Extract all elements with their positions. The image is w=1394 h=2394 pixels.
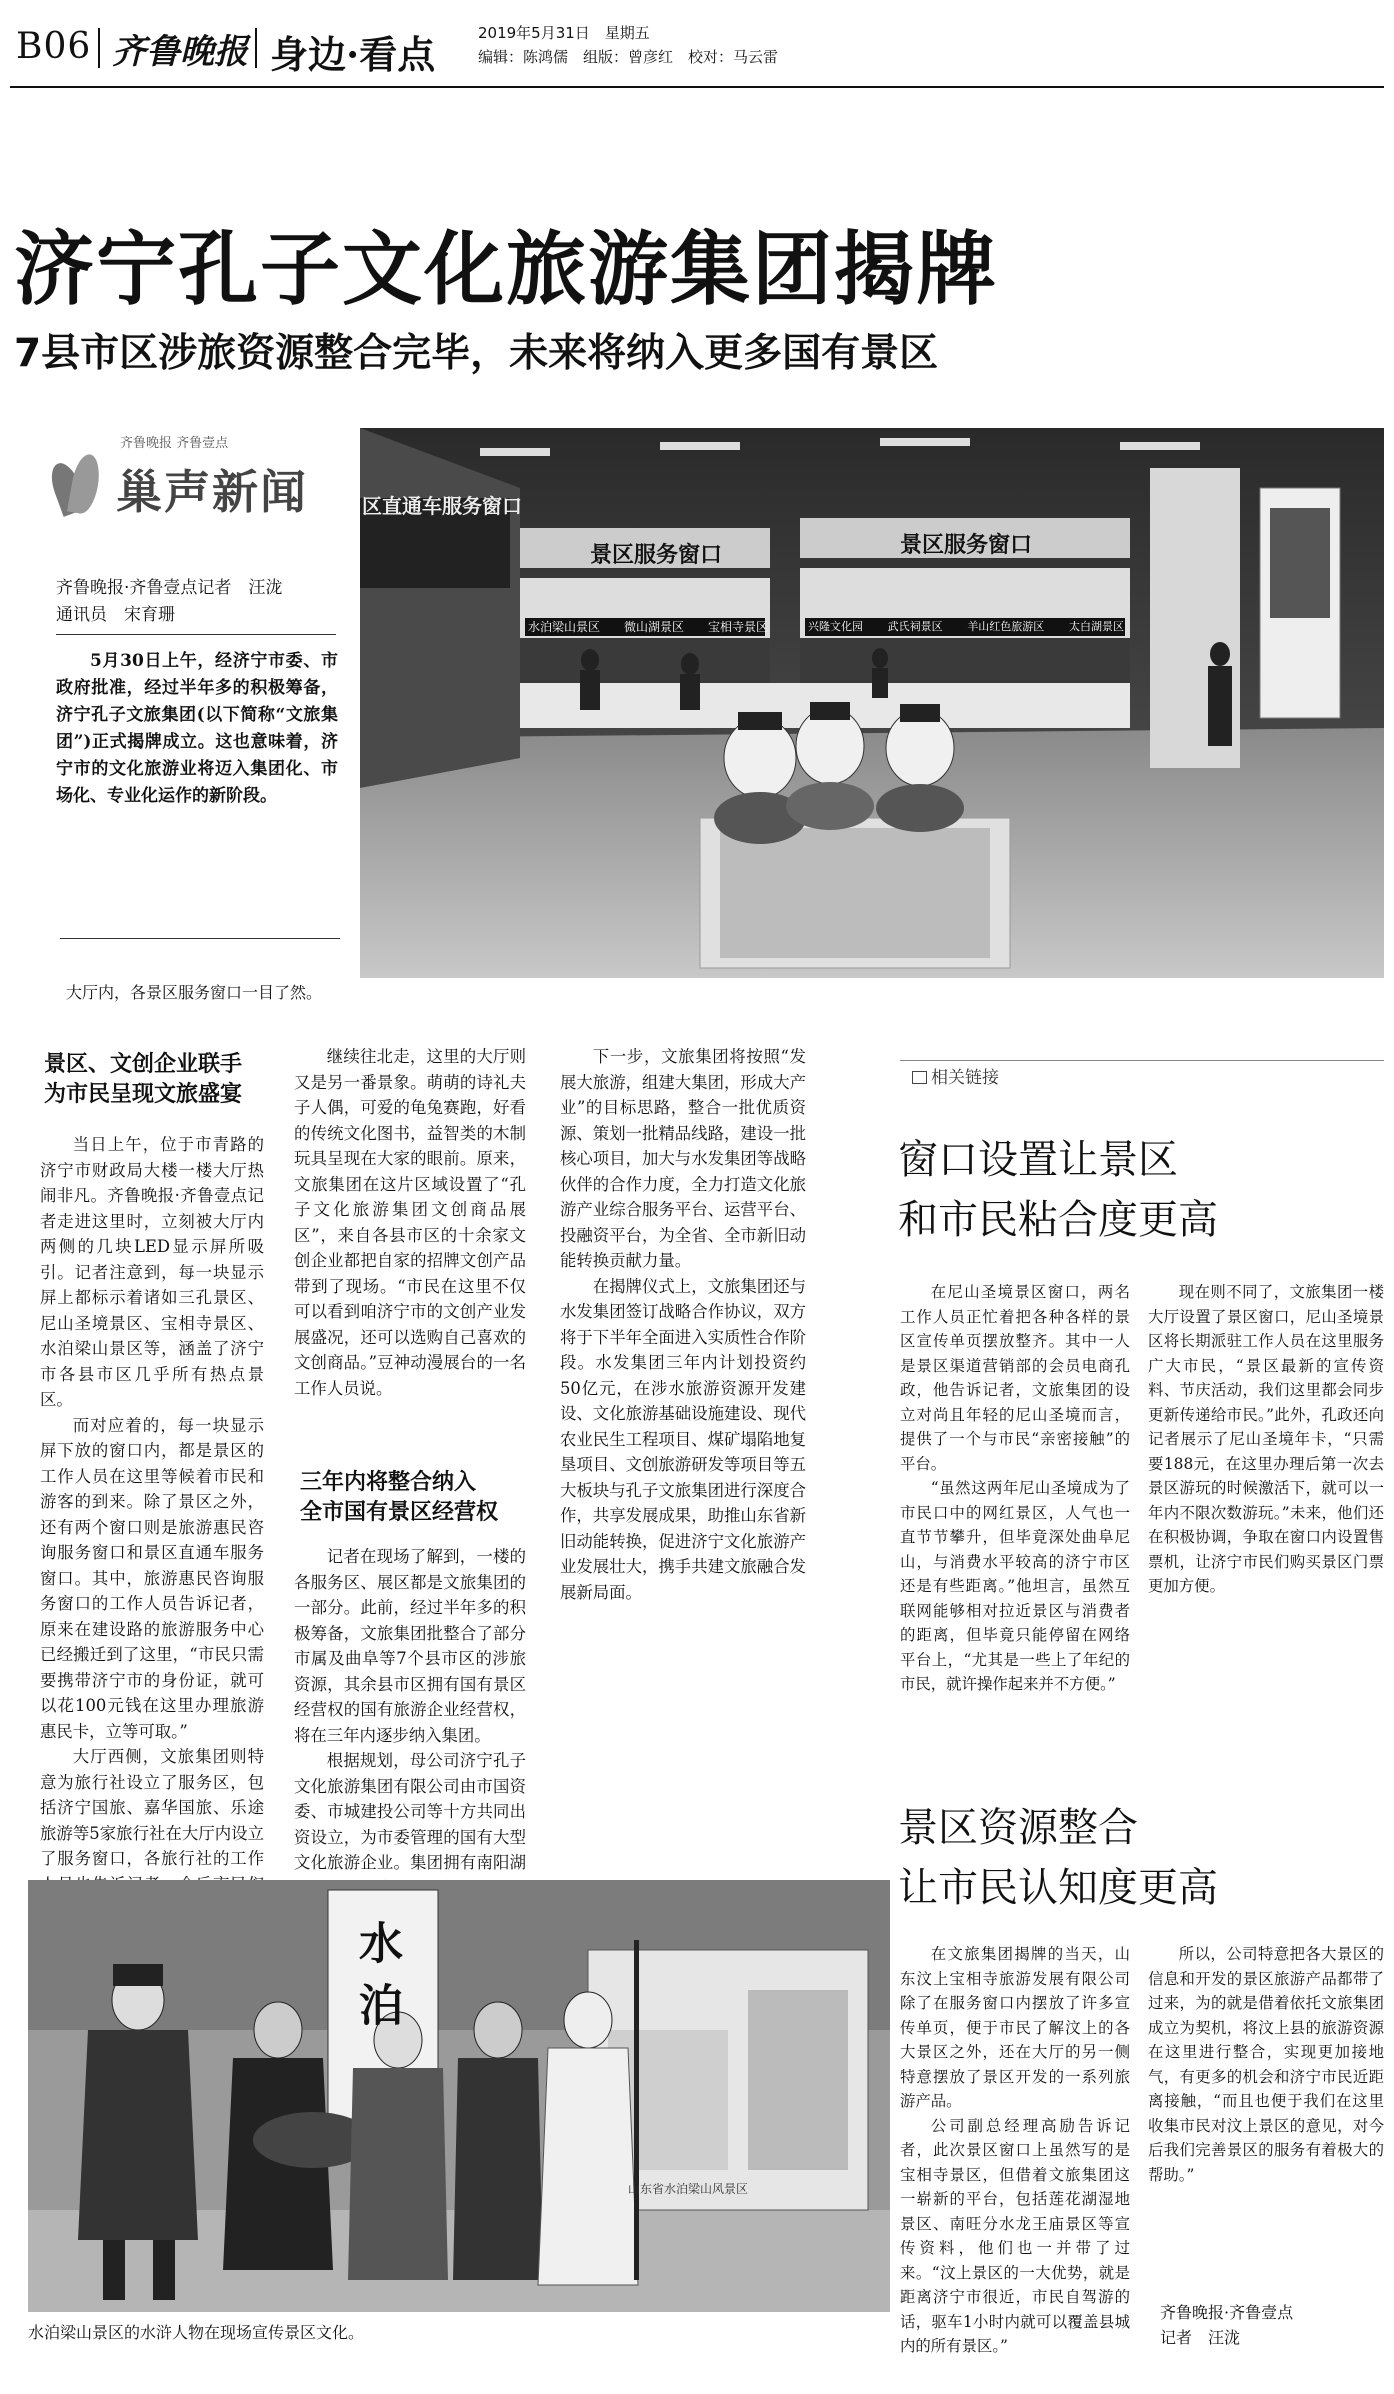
section1-heading-line: 为市民呈现文旅盛宴 [44, 1082, 243, 1107]
paragraph: 所以，公司特意把各大景区的信息和开发的景区旅游产品都带了过来，为的就是借着依托文旅集团成立为契机，将汶上县的旅游资源在这里进行整合，实现更加接地气，有更多的机会和济宁市民近距离接触，“而且也便于我们在这里收集市民对汶上景区的意见，对今后我们完善景区的服务有着极大的帮助。” [1148, 1945, 1384, 2184]
sidebar-article2-col-b [1148, 1942, 1384, 2292]
paragraph: 在文旅集团揭牌的当天，山东汶上宝相寺旅游发展有限公司除了在服务窗口内摆放了许多宣传单页，便于市民了解汶上的各大景区之外，还在大厅的另一侧特意摆放了景区开发的一系列旅游产品。 [900, 1945, 1130, 2110]
byline-reporter: 齐鲁晚报·齐鲁壹点记者 汪泷 [56, 578, 283, 598]
signoff-line: 记者 汪泷 [1160, 2328, 1241, 2347]
sidebar-label [912, 1063, 999, 1088]
sidebar-rule [900, 1060, 1384, 1061]
sidebar-article1-heading [898, 1130, 1218, 1250]
paragraph: 当日上午，位于市青路的济宁市财政局大楼一楼大厅热闹非凡。齐鲁晚报·齐鲁壹点记者走进这里时，立刻被大厅内两侧的几块LED显示屏所吸引。记者注意到，每一块显示屏上都标示着诸如三孔景区、尼山圣境景区、宝相寺景区、水泊梁山景区等，涵盖了济宁市各县市区几乎所有热点景区。 [40, 1135, 264, 1409]
sidebar-article1-col-b [1148, 1280, 1384, 1750]
hall-sign-right: 景区服务窗口 [900, 533, 1033, 558]
section2-column-c [560, 1044, 806, 1864]
characters-photo-art [28, 1880, 890, 2312]
byline-rule [56, 634, 336, 635]
signoff-line: 齐鲁晚报·齐鲁壹点 [1160, 2303, 1294, 2322]
subheadline: 7县市区涉旅资源整合完毕，未来将纳入更多国有景区 [14, 331, 939, 376]
window-label: 兴隆文化园 [808, 620, 863, 633]
section1-column-a [40, 1132, 264, 1867]
byline [56, 575, 282, 629]
header-rule [10, 86, 1384, 88]
link-box-icon [912, 1071, 927, 1084]
window-label: 宝相寺景区 [707, 620, 768, 634]
sidebar-heading-line: 窗口设置让景区 [898, 1137, 1178, 1183]
news-logo [50, 432, 350, 527]
editor-line: 编辑：陈鸿儒 组版：曾彦红 校对：马云雷 [478, 48, 779, 66]
lead-paragraph: 5月30日上午，经济宁市委、市政府批准，经过半年多的积极筹备，济宁孔子文旅集团(以下简称“文旅集团”)正式揭牌成立。这也意味着，济宁市的文化旅游业将迈入集团化、市场化、专业化运作的新阶段。 [56, 651, 338, 806]
poster-text: 山东省水泊梁山风景区 [628, 2182, 749, 2196]
paragraph: 在揭牌仪式上，文旅集团还与水发集团签订战略合作协议，双方将于下半年全面进入实质性合作阶段。水发集团三年内计划投资约50亿元，在涉水旅游资源开发建设、文化旅游基础设施建设、现代农业民生工程项目、煤矿塌陷地复垦项目、文创旅游研发等项目等五大板块与孔子文旅集团进行深度合作，共享发展成果，助推山东省新旧动能转换，促进济宁文化旅游产业发展壮大，携手共建文旅融合发展新局面。 [560, 1276, 806, 1602]
section1-column-b [294, 1044, 526, 1464]
window-label: 武氏祠景区 [887, 620, 943, 633]
logo-mark-icon [67, 452, 103, 516]
paragraph: 在尼山圣境景区窗口，两名工作人员正忙着把各种各样的景区宣传单页摆放整齐。其中一人是景区渠道营销部的会员电商孔政，他告诉记者，文旅集团的设立对尚且年轻的尼山圣境而言，提供了一个与市民“亲密接触”的平台。 [900, 1283, 1130, 1473]
hall-sign-top-left: 区直通车服务窗口 [362, 494, 522, 518]
section-name: 身边·看点 [270, 32, 436, 77]
paragraph: 记者在现场了解到，一楼的各服务区、展区都是文旅集团的一部分。此前，经过半年多的积极筹备，文旅集团批整合了部分市属及曲阜等7个县市区的涉旅资源，其余县市区拥有国有景区经营权的国有旅游企业经营权，将在三年内逐步纳入集团。 [294, 1547, 526, 1745]
sidebar-signoff [1160, 2300, 1293, 2350]
sidebar-heading-line: 让市民认知度更高 [898, 1865, 1218, 1911]
section2-heading-line: 全市国有景区经营权 [300, 1500, 499, 1525]
section2-heading [300, 1468, 498, 1528]
window-label: 太白湖景区 [1068, 620, 1124, 633]
sidebar-heading-line: 景区资源整合 [898, 1805, 1138, 1851]
section2-heading-line: 三年内将整合纳入 [300, 1470, 477, 1495]
window-label: 微山湖景区 [623, 620, 684, 634]
byline-correspondent: 通讯员 宋育珊 [56, 605, 175, 625]
logo-top-text: 齐鲁晚报 齐鲁壹点 [120, 436, 229, 451]
sidebar-article2-col-a [900, 1942, 1130, 2355]
paper-name: 齐鲁晚报 [112, 32, 248, 72]
paragraph: 根据规划，母公司济宁孔子文化旅游集团有限公司由市国资委、市城建投公司等十方共同出资设立，为市委管理的国有大型文化旅游企业。集团拥有南阳湖 [294, 1751, 526, 1872]
window-labels-left [528, 618, 768, 635]
sidebar-heading-line: 和市民粘合度更高 [898, 1197, 1218, 1243]
hall-photo [360, 428, 1384, 978]
header-divider [255, 28, 257, 68]
section1-heading-line: 景区、文创企业联手 [44, 1052, 243, 1077]
logo-main-text: 巢声新闻 [116, 465, 308, 519]
paragraph: 大厅西侧，文旅集团则特意为旅行社设立了服务区，包括济宁国旅、嘉华国旅、乐途旅游等5家旅行社在大厅内设立了服务窗口，各旅行社的工作 [40, 1747, 264, 1868]
sidebar-article1-col-a [900, 1280, 1130, 1750]
header-divider [98, 28, 100, 68]
date-line: 2019年5月31日 星期五 [478, 24, 650, 42]
banner-text: 水泊 [351, 1920, 402, 2044]
headline: 济宁孔子文化旅游集团揭牌 [14, 223, 998, 316]
paragraph: “虽然这两年尼山圣境成为了市民口中的网红景区，人气也一直节节攀升，但毕竟深处曲阜尼山，与消费水平较高的济宁市区还是有些距离。”他坦言，虽然互联网能够相对拉近景区与消费者的距离，但毕竟只能停留在网络平台上，“尤其是一些上了年纪的市民，就许操作起来并不方便。” [900, 1479, 1130, 1693]
paragraph: 现在则不同了，文旅集团一楼大厅设置了景区窗口，尼山圣境景区将长期派驻工作人员在这里服务广大市民，“景区最新的宣传资料、节庆活动，我们这里都会同步更新传递给市民。”此外，孔政还向记者展示了尼山圣境年卡，“只需要188元，在这里办理后第一次去景区游玩的时候激活下，就可以一年内不限次数游玩。”未来，他们还在积极协调，争取在窗口内设置售票机，让济宁市民们购买景区门票更加方便。 [1148, 1283, 1384, 1595]
paragraph: 继续往北走，这里的大厅则又是另一番景象。萌萌的诗礼夫子人偶，可爱的龟兔赛跑，好看的传统文化图书，益智类的木制玩具呈现在大家的眼前。原来，文旅集团在这片区域设置了“孔子文化旅游集团文创商品展区”，来自各县市区的十余家文创企业都把自家的招牌文创产品带到了现场。“市民在这里不仅可以看到咱济宁市的文创产业发展盛况，还可以选购自己喜欢的文创商品。”豆神动漫展台的一名工作人员说。 [294, 1047, 526, 1398]
window-label: 羊山红色旅游区 [967, 620, 1045, 633]
window-labels-right [808, 618, 1124, 634]
caption-rule [60, 938, 340, 939]
sidebar-article2-heading [898, 1798, 1218, 1918]
paragraph: 下一步，文旅集团将按照“发展大旅游，组建大集团，形成大产业”的目标思路，整合一批优质资源、策划一批精品线路，建设一批核心项目，加大与水发集团等战略伙伴的合作力度，全力打造文化旅游产业综合服务平台、运营平台、投融资平台，为全省、全市新旧动能转换贡献力量。 [560, 1047, 806, 1270]
section1-heading [44, 1050, 242, 1110]
paragraph: 而对应着的，每一块显示屏下放的窗口内，都是景区的工作人员在这里等候着市民和游客的到来。除了景区之外，还有两个窗口则是旅游惠民咨询服务窗口和景区直通车服务窗口。其中，旅游惠民咨询服务窗口的工作人员告诉记者，原来在建设路的旅游服务中心已经搬迁到了这里，“市民只需要携带济宁市的身份证，就可以花100元钱在这里办理旅游惠民卡，立等可取。” [40, 1415, 264, 1741]
window-label: 水泊梁山景区 [528, 620, 601, 634]
characters-photo [28, 1880, 890, 2312]
section2-column-b [294, 1544, 526, 1874]
hall-sign-left: 景区服务窗口 [590, 543, 723, 568]
hall-photo-caption: 大厅内，各景区服务窗口一目了然。 [66, 983, 323, 1002]
paragraph: 公司副总经理高励告诉记者，此次景区窗口上虽然写的是宝相寺景区，但借着文旅集团这一崭新的平台，包括莲花湖湿地景区、南旺分水龙王庙景区等宣传资料，他们也一并带了过来。“汶上景区的一大优势，就是距离济宁市很近，市民自驾游的话，驱车1小时内就可以覆盖县城内的所有景区。” [900, 2116, 1130, 2355]
characters-photo-caption: 水泊梁山景区的水浒人物在现场宣传景区文化。 [28, 2323, 365, 2342]
page-number: B06 [16, 26, 92, 67]
sidebar-label-text: 相关链接 [931, 1068, 999, 1088]
